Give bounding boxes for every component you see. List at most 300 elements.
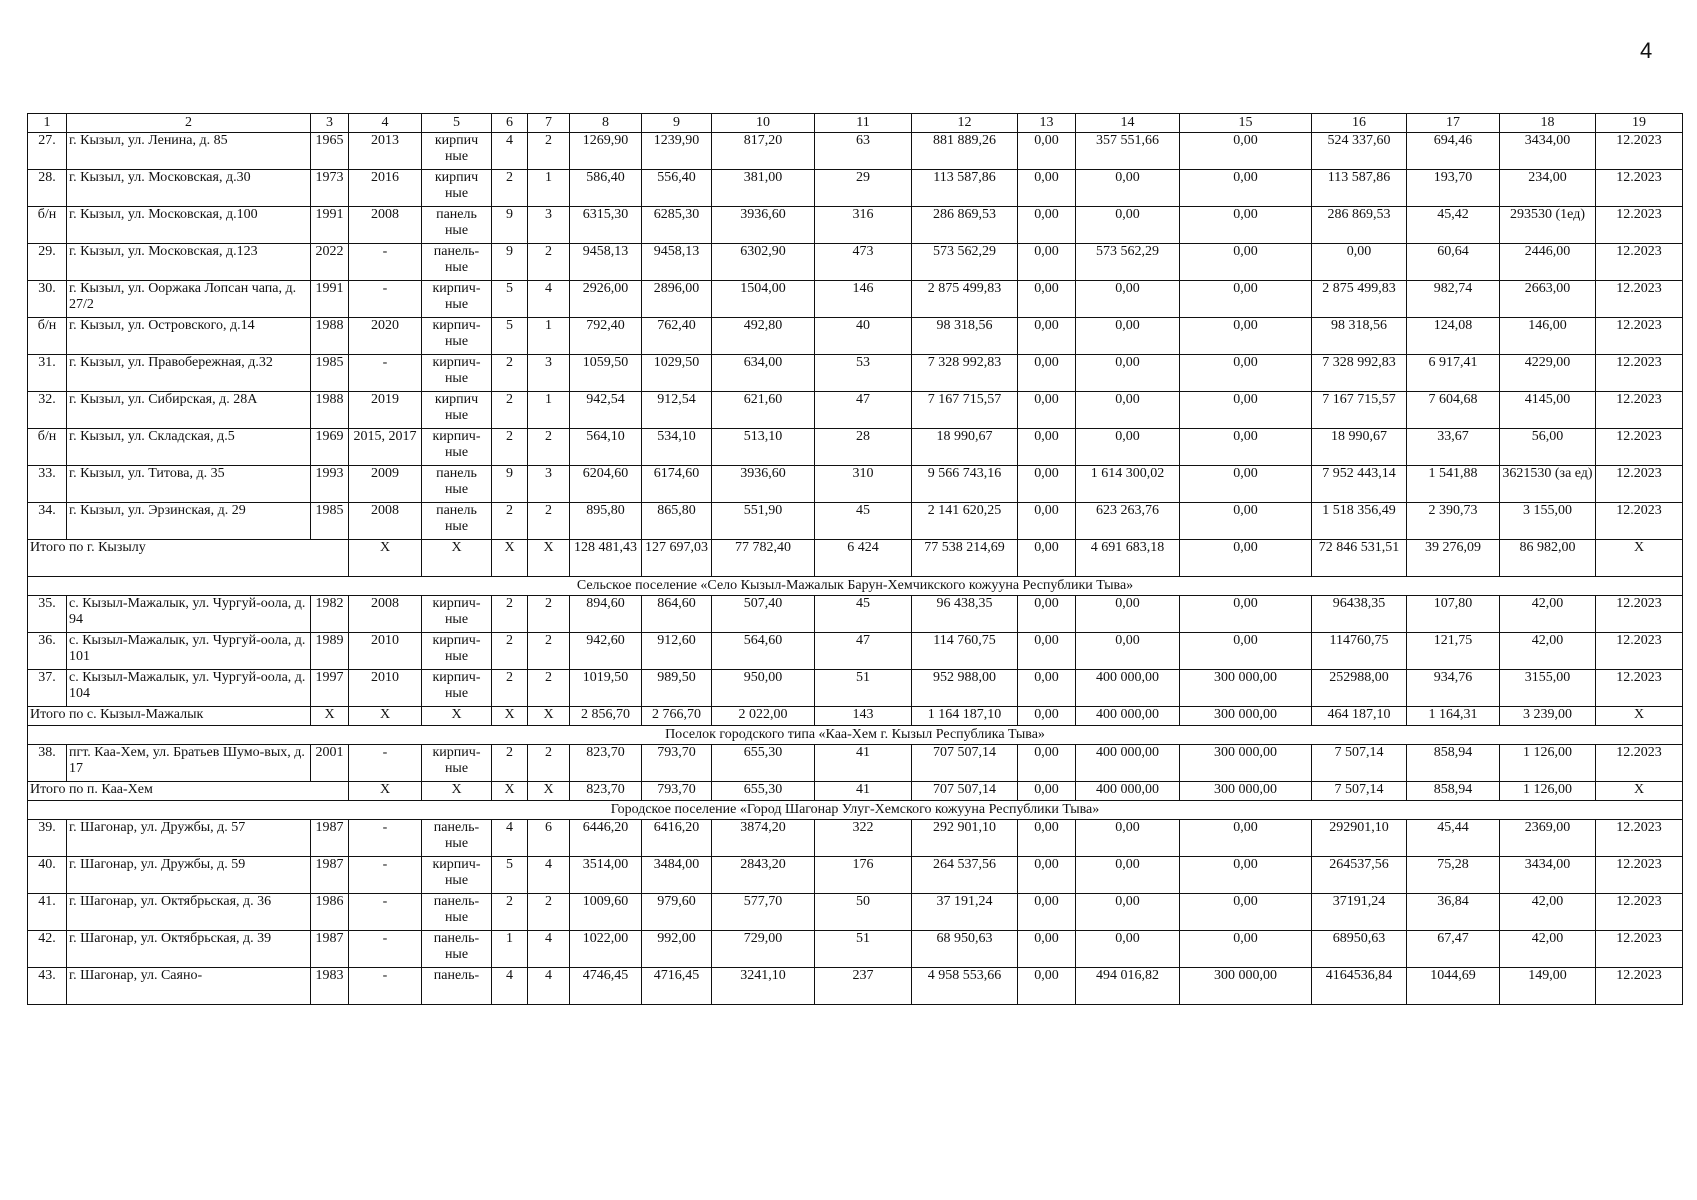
table-row xyxy=(28,355,1683,392)
table-cell: 2010 xyxy=(349,670,422,707)
table-row xyxy=(28,281,1683,318)
total-cell: 3 239,00 xyxy=(1500,707,1596,726)
table-cell: 37191,24 xyxy=(1312,894,1407,931)
table-cell: 5 xyxy=(492,281,528,318)
table-cell: 292 901,10 xyxy=(912,820,1018,857)
table-cell: 42,00 xyxy=(1500,596,1596,633)
table-cell: 39. xyxy=(28,820,67,857)
table-cell: 6285,30 xyxy=(642,207,712,244)
table-cell: 0,00 xyxy=(1076,857,1180,894)
table-cell: 264 537,56 xyxy=(912,857,1018,894)
section-heading-row xyxy=(28,577,1683,596)
table-cell: 12.2023 xyxy=(1596,429,1683,466)
table-cell: 492,80 xyxy=(712,318,815,355)
table-cell: 1 614 300,02 xyxy=(1076,466,1180,503)
table-cell: 56,00 xyxy=(1500,429,1596,466)
total-cell: 1 164,31 xyxy=(1407,707,1500,726)
table-cell: 1269,90 xyxy=(570,133,642,170)
table-cell: 1239,90 xyxy=(642,133,712,170)
table-cell: 28 xyxy=(815,429,912,466)
table-cell: - xyxy=(349,931,422,968)
table-cell: 524 337,60 xyxy=(1312,133,1407,170)
table-cell: 146 xyxy=(815,281,912,318)
table-cell: 950,00 xyxy=(712,670,815,707)
table-cell: 12.2023 xyxy=(1596,281,1683,318)
address-cell: г. Кызыл, ул. Складская, д.5 xyxy=(67,429,311,466)
address-cell: г. Кызыл, ул. Московская, д.123 xyxy=(67,244,311,281)
table-cell: 9458,13 xyxy=(642,244,712,281)
table-cell: 2 xyxy=(528,133,570,170)
table-cell: б/н xyxy=(28,318,67,355)
table-cell: 992,00 xyxy=(642,931,712,968)
total-cell: 128 481,43 xyxy=(570,540,642,577)
table-cell: 0,00 xyxy=(1180,931,1312,968)
table-cell: 2008 xyxy=(349,207,422,244)
table-row xyxy=(28,133,1683,170)
page-number: 4 xyxy=(1640,38,1653,63)
table-cell: 12.2023 xyxy=(1596,170,1683,207)
table-cell: 234,00 xyxy=(1500,170,1596,207)
total-cell: 72 846 531,51 xyxy=(1312,540,1407,577)
table-cell: 1 518 356,49 xyxy=(1312,503,1407,540)
table-cell: 41 xyxy=(815,745,912,782)
table-cell: 300 000,00 xyxy=(1180,968,1312,1005)
total-cell: 143 xyxy=(815,707,912,726)
address-cell: г. Кызыл, ул. Московская, д.30 xyxy=(67,170,311,207)
table-cell: 2446,00 xyxy=(1500,244,1596,281)
table-cell: 3 155,00 xyxy=(1500,503,1596,540)
total-cell: 464 187,10 xyxy=(1312,707,1407,726)
table-cell: 473 xyxy=(815,244,912,281)
table-cell: 9 xyxy=(492,244,528,281)
table-cell: 0,00 xyxy=(1180,596,1312,633)
table-cell: 0,00 xyxy=(1018,207,1076,244)
table-cell: 1504,00 xyxy=(712,281,815,318)
table-cell: 4 xyxy=(492,133,528,170)
total-cell: 858,94 xyxy=(1407,782,1500,801)
total-cell: X xyxy=(311,707,349,726)
table-cell: 4 xyxy=(528,857,570,894)
table-cell: 1987 xyxy=(311,931,349,968)
table-cell: 2 xyxy=(528,596,570,633)
table-cell: 0,00 xyxy=(1180,820,1312,857)
table-cell: 40. xyxy=(28,857,67,894)
address-cell: г. Кызыл, ул. Сибирская, д. 28А xyxy=(67,392,311,429)
table-cell: 0,00 xyxy=(1180,207,1312,244)
total-cell: X xyxy=(492,540,528,577)
column-number: 13 xyxy=(1018,114,1076,133)
table-cell: 623 263,76 xyxy=(1076,503,1180,540)
table-row xyxy=(28,857,1683,894)
table-cell: 0,00 xyxy=(1018,894,1076,931)
table-cell: 40 xyxy=(815,318,912,355)
column-number: 11 xyxy=(815,114,912,133)
table-cell: 564,10 xyxy=(570,429,642,466)
table-cell: 2020 xyxy=(349,318,422,355)
table-cell: 0,00 xyxy=(1076,820,1180,857)
table-cell: 53 xyxy=(815,355,912,392)
total-cell: X xyxy=(492,782,528,801)
table-cell: 96 438,35 xyxy=(912,596,1018,633)
table-cell: 37 191,24 xyxy=(912,894,1018,931)
table-cell: 0,00 xyxy=(1018,429,1076,466)
table-cell: 50 xyxy=(815,894,912,931)
table-cell: 47 xyxy=(815,633,912,670)
table-cell: 979,60 xyxy=(642,894,712,931)
table-cell: 12.2023 xyxy=(1596,894,1683,931)
column-number: 3 xyxy=(311,114,349,133)
table-cell: кирпич-ные xyxy=(422,633,492,670)
table-cell: 2 xyxy=(528,633,570,670)
column-number: 5 xyxy=(422,114,492,133)
table-cell: 2 xyxy=(528,244,570,281)
table-cell: 2 xyxy=(492,429,528,466)
table-cell: 513,10 xyxy=(712,429,815,466)
section-heading: Поселок городского типа «Каа-Хем г. Кызыл Республика Тыва» xyxy=(28,726,1683,745)
table-cell: 864,60 xyxy=(642,596,712,633)
table-cell: 2 xyxy=(492,355,528,392)
table-cell: 1993 xyxy=(311,466,349,503)
table-cell: 2001 xyxy=(311,745,349,782)
total-cell: X xyxy=(492,707,528,726)
total-cell: 39 276,09 xyxy=(1407,540,1500,577)
table-cell: 0,00 xyxy=(1076,596,1180,633)
table-cell: 4 xyxy=(528,968,570,1005)
table-cell: 12.2023 xyxy=(1596,596,1683,633)
column-number: 9 xyxy=(642,114,712,133)
table-cell: 1044,69 xyxy=(1407,968,1500,1005)
table-cell: 865,80 xyxy=(642,503,712,540)
table-cell: 0,00 xyxy=(1180,133,1312,170)
table-cell: 942,54 xyxy=(570,392,642,429)
table-cell: 823,70 xyxy=(570,745,642,782)
table-cell: 96438,35 xyxy=(1312,596,1407,633)
table-cell: 6416,20 xyxy=(642,820,712,857)
total-row xyxy=(28,707,1683,726)
table-cell: 0,00 xyxy=(1180,894,1312,931)
table-cell: 7 167 715,57 xyxy=(912,392,1018,429)
table-cell: 75,28 xyxy=(1407,857,1500,894)
table-cell: 0,00 xyxy=(1018,281,1076,318)
table-cell: 0,00 xyxy=(1018,931,1076,968)
table-cell: 35. xyxy=(28,596,67,633)
table-cell: 27. xyxy=(28,133,67,170)
table-cell: 12.2023 xyxy=(1596,133,1683,170)
table-cell: 12.2023 xyxy=(1596,745,1683,782)
table-cell: 1022,00 xyxy=(570,931,642,968)
address-cell: г. Кызыл, ул. Правобережная, д.32 xyxy=(67,355,311,392)
table-cell: 400 000,00 xyxy=(1076,745,1180,782)
table-cell: 0,00 xyxy=(1180,466,1312,503)
table-cell: 33. xyxy=(28,466,67,503)
table-cell: 573 562,29 xyxy=(912,244,1018,281)
table-cell: 9 xyxy=(492,466,528,503)
total-cell: X xyxy=(422,707,492,726)
table-cell: 0,00 xyxy=(1076,355,1180,392)
total-cell: 300 000,00 xyxy=(1180,707,1312,726)
table-cell: 1973 xyxy=(311,170,349,207)
table-cell: кирпич-ные xyxy=(422,318,492,355)
total-cell: 77 538 214,69 xyxy=(912,540,1018,577)
table-cell: 2015, 2017 xyxy=(349,429,422,466)
total-cell: 6 424 xyxy=(815,540,912,577)
table-cell: 38. xyxy=(28,745,67,782)
table-cell: 2019 xyxy=(349,392,422,429)
table-cell: 1986 xyxy=(311,894,349,931)
table-cell: 894,60 xyxy=(570,596,642,633)
address-cell: г. Кызыл, ул. Титова, д. 35 xyxy=(67,466,311,503)
table-cell: 634,00 xyxy=(712,355,815,392)
total-cell: 77 782,40 xyxy=(712,540,815,577)
table-cell: 1985 xyxy=(311,355,349,392)
table-cell: 12.2023 xyxy=(1596,670,1683,707)
table-cell: 12.2023 xyxy=(1596,355,1683,392)
table-cell: 7 507,14 xyxy=(1312,745,1407,782)
table-cell: 1987 xyxy=(311,820,349,857)
table-cell: 0,00 xyxy=(1018,503,1076,540)
table-cell: панель ные xyxy=(422,207,492,244)
table-cell: 0,00 xyxy=(1018,633,1076,670)
table-cell: 4 xyxy=(528,931,570,968)
table-cell: 0,00 xyxy=(1018,670,1076,707)
table-cell: 286 869,53 xyxy=(1312,207,1407,244)
table-cell: 121,75 xyxy=(1407,633,1500,670)
table-cell: 655,30 xyxy=(712,745,815,782)
table-cell: 67,47 xyxy=(1407,931,1500,968)
table-cell: 934,76 xyxy=(1407,670,1500,707)
table-cell: 292901,10 xyxy=(1312,820,1407,857)
table-cell: 12.2023 xyxy=(1596,503,1683,540)
table-cell: 2843,20 xyxy=(712,857,815,894)
table-cell: панель-ные xyxy=(422,894,492,931)
table-cell: 41. xyxy=(28,894,67,931)
table-cell: 989,50 xyxy=(642,670,712,707)
table-cell: 300 000,00 xyxy=(1180,670,1312,707)
table-cell: панель-ные xyxy=(422,931,492,968)
table-cell: 556,40 xyxy=(642,170,712,207)
table-cell: 36. xyxy=(28,633,67,670)
table-cell: 1 xyxy=(492,931,528,968)
table-cell: 858,94 xyxy=(1407,745,1500,782)
table-cell: 146,00 xyxy=(1500,318,1596,355)
address-cell: г. Шагонар, ул. Октябрьская, д. 36 xyxy=(67,894,311,931)
table-cell: 0,00 xyxy=(1180,355,1312,392)
table-cell: 507,40 xyxy=(712,596,815,633)
table-cell: 0,00 xyxy=(1076,429,1180,466)
table-cell: 36,84 xyxy=(1407,894,1500,931)
table-cell: 2 xyxy=(492,670,528,707)
table-cell: 912,54 xyxy=(642,392,712,429)
table-cell: 2926,00 xyxy=(570,281,642,318)
table-cell: 9458,13 xyxy=(570,244,642,281)
table-cell: 793,70 xyxy=(642,745,712,782)
table-cell: 729,00 xyxy=(712,931,815,968)
table-cell: 1 xyxy=(528,392,570,429)
table-row xyxy=(28,931,1683,968)
table-cell: - xyxy=(349,857,422,894)
table-cell: 63 xyxy=(815,133,912,170)
table-cell: 42,00 xyxy=(1500,894,1596,931)
table-cell: 293530 (1ед) xyxy=(1500,207,1596,244)
table-cell: 2008 xyxy=(349,503,422,540)
column-number: 2 xyxy=(67,114,311,133)
table-cell: 4145,00 xyxy=(1500,392,1596,429)
table-cell: 4746,45 xyxy=(570,968,642,1005)
table-cell: 2896,00 xyxy=(642,281,712,318)
table-cell: 762,40 xyxy=(642,318,712,355)
address-cell: г. Кызыл, ул. Эрзинская, д. 29 xyxy=(67,503,311,540)
total-label: Итого по п. Каа-Хем xyxy=(28,782,349,801)
column-number: 12 xyxy=(912,114,1018,133)
table-cell: 32. xyxy=(28,392,67,429)
table-cell: 33,67 xyxy=(1407,429,1500,466)
address-cell: с. Кызыл-Мажалык, ул. Чургуй-оола, д. 101 xyxy=(67,633,311,670)
table-cell: панель-ные xyxy=(422,244,492,281)
table-cell: 357 551,66 xyxy=(1076,133,1180,170)
table-cell: 28. xyxy=(28,170,67,207)
column-number-row xyxy=(28,114,1683,133)
table-cell: - xyxy=(349,894,422,931)
table-cell: 6204,60 xyxy=(570,466,642,503)
table-cell: 0,00 xyxy=(1018,170,1076,207)
table-cell: 2009 xyxy=(349,466,422,503)
table-cell: 0,00 xyxy=(1018,466,1076,503)
table-cell: 3 xyxy=(528,355,570,392)
table-cell: 577,70 xyxy=(712,894,815,931)
total-cell: X xyxy=(1596,782,1683,801)
table-cell: 31. xyxy=(28,355,67,392)
table-row xyxy=(28,745,1683,782)
table-cell: 2010 xyxy=(349,633,422,670)
total-cell: 41 xyxy=(815,782,912,801)
table-cell: 1985 xyxy=(311,503,349,540)
table-cell: 952 988,00 xyxy=(912,670,1018,707)
table-row xyxy=(28,820,1683,857)
address-cell: с. Кызыл-Мажалык, ул. Чургуй-оола, д. 94 xyxy=(67,596,311,633)
table-row xyxy=(28,244,1683,281)
table-cell: 6174,60 xyxy=(642,466,712,503)
table-cell: 316 xyxy=(815,207,912,244)
table-cell: 12.2023 xyxy=(1596,392,1683,429)
total-cell: 86 982,00 xyxy=(1500,540,1596,577)
table-cell: 0,00 xyxy=(1018,968,1076,1005)
table-cell: - xyxy=(349,820,422,857)
table-cell: кирпич-ные xyxy=(422,745,492,782)
table-cell: 0,00 xyxy=(1018,318,1076,355)
table-cell: 534,10 xyxy=(642,429,712,466)
table-cell: 2 xyxy=(492,596,528,633)
table-cell: 2663,00 xyxy=(1500,281,1596,318)
table-cell: 0,00 xyxy=(1076,318,1180,355)
column-number: 19 xyxy=(1596,114,1683,133)
table-row xyxy=(28,318,1683,355)
table-cell: 0,00 xyxy=(1076,207,1180,244)
column-number: 6 xyxy=(492,114,528,133)
total-cell: 7 507,14 xyxy=(1312,782,1407,801)
table-cell: кирпич-ные xyxy=(422,596,492,633)
table-cell: 45,42 xyxy=(1407,207,1500,244)
table-cell: 45,44 xyxy=(1407,820,1500,857)
table-cell: 3874,20 xyxy=(712,820,815,857)
table-cell: 42,00 xyxy=(1500,931,1596,968)
table-cell: кирпич-ные xyxy=(422,355,492,392)
table-cell: кирпич-ные xyxy=(422,857,492,894)
column-number: 4 xyxy=(349,114,422,133)
column-number: 14 xyxy=(1076,114,1180,133)
table-cell: 9 566 743,16 xyxy=(912,466,1018,503)
table-cell: 18 990,67 xyxy=(912,429,1018,466)
table-cell: 1983 xyxy=(311,968,349,1005)
table-cell: 5 xyxy=(492,857,528,894)
table-cell: панель ные xyxy=(422,503,492,540)
column-number: 18 xyxy=(1500,114,1596,133)
table-cell: 5 xyxy=(492,318,528,355)
table-cell: 0,00 xyxy=(1180,281,1312,318)
table-cell: 0,00 xyxy=(1180,429,1312,466)
table-cell: - xyxy=(349,244,422,281)
table-cell: 6446,20 xyxy=(570,820,642,857)
table-cell: 4164536,84 xyxy=(1312,968,1407,1005)
table-cell: 573 562,29 xyxy=(1076,244,1180,281)
table-cell: 37. xyxy=(28,670,67,707)
table-cell: 29. xyxy=(28,244,67,281)
table-cell: б/н xyxy=(28,429,67,466)
column-number: 10 xyxy=(712,114,815,133)
table-cell: кирпич ные xyxy=(422,133,492,170)
table-cell: 2 xyxy=(528,745,570,782)
table-cell: 0,00 xyxy=(1180,503,1312,540)
table-cell: 817,20 xyxy=(712,133,815,170)
address-cell: г. Кызыл, ул. Островского, д.14 xyxy=(67,318,311,355)
table-cell: 0,00 xyxy=(1076,633,1180,670)
table-cell: 149,00 xyxy=(1500,968,1596,1005)
table-cell: 2 875 499,83 xyxy=(1312,281,1407,318)
table-cell: 252988,00 xyxy=(1312,670,1407,707)
table-cell: 2369,00 xyxy=(1500,820,1596,857)
table-cell: 0,00 xyxy=(1076,281,1180,318)
housing-table xyxy=(27,113,1683,1005)
table-cell: 1 126,00 xyxy=(1500,745,1596,782)
total-cell: X xyxy=(422,540,492,577)
table-row xyxy=(28,968,1683,1005)
total-cell: 2 856,70 xyxy=(570,707,642,726)
total-cell: X xyxy=(349,707,422,726)
table-cell: 707 507,14 xyxy=(912,745,1018,782)
table-cell: 1989 xyxy=(311,633,349,670)
table-cell: 0,00 xyxy=(1180,633,1312,670)
table-cell: 1987 xyxy=(311,857,349,894)
table-cell: 0,00 xyxy=(1018,392,1076,429)
table-cell: 4 xyxy=(492,968,528,1005)
column-number: 15 xyxy=(1180,114,1312,133)
column-number: 17 xyxy=(1407,114,1500,133)
table-cell: 7 328 992,83 xyxy=(1312,355,1407,392)
table-cell: 3936,60 xyxy=(712,466,815,503)
table-cell: 300 000,00 xyxy=(1180,745,1312,782)
table-cell: 3 xyxy=(528,207,570,244)
total-cell: 793,70 xyxy=(642,782,712,801)
table-cell: 2 xyxy=(492,633,528,670)
table-cell: 0,00 xyxy=(1180,170,1312,207)
total-cell: X xyxy=(528,782,570,801)
table-cell: 0,00 xyxy=(1076,894,1180,931)
table-cell: 1991 xyxy=(311,281,349,318)
total-cell: 2 022,00 xyxy=(712,707,815,726)
table-cell: 12.2023 xyxy=(1596,857,1683,894)
table-cell: 2 xyxy=(528,670,570,707)
table-cell: 1991 xyxy=(311,207,349,244)
table-cell: 1 xyxy=(528,170,570,207)
